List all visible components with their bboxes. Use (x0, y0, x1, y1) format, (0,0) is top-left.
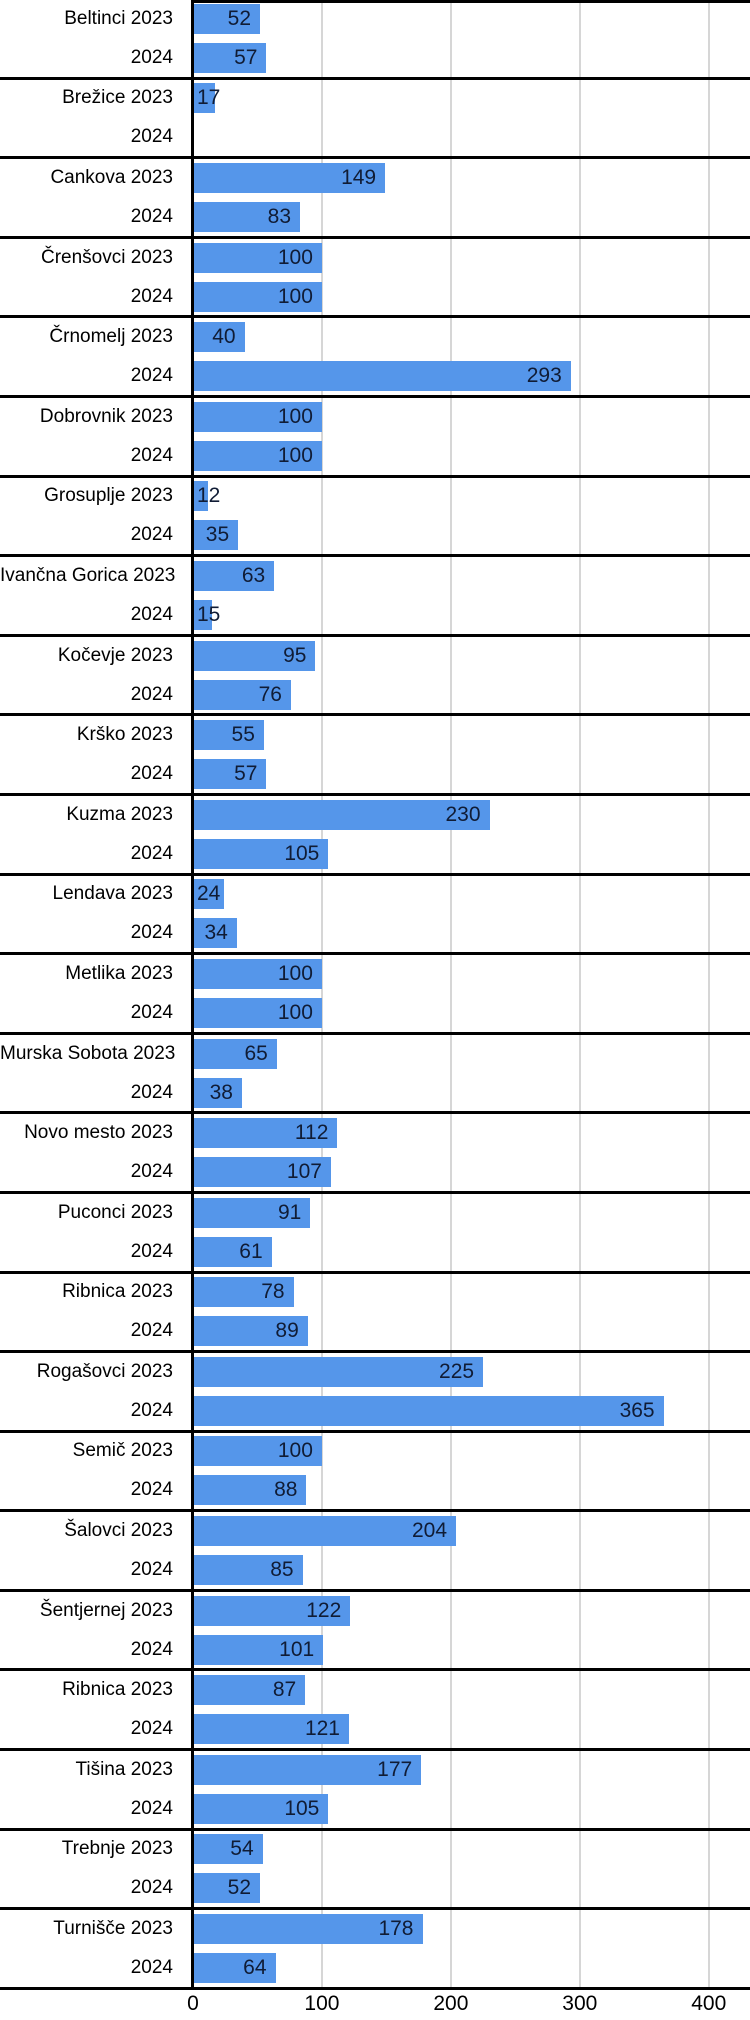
year-label: 2024 (130, 1559, 173, 1581)
bar-cell (193, 561, 750, 591)
bar-value-label: 100 (277, 245, 313, 269)
municipality-group (0, 239, 750, 319)
bar-cell (193, 1873, 750, 1903)
bar-cell (193, 1596, 750, 1626)
municipality-group (0, 318, 750, 398)
bar-cell (193, 4, 750, 34)
category-year-label: Puconci 2023 (57, 1201, 173, 1223)
category-year-label: Tišina 2023 (75, 1758, 173, 1780)
x-tick-label-200: 200 (433, 1992, 469, 2015)
x-tick-label-300: 300 (562, 1992, 598, 2015)
bar-cell (193, 122, 750, 152)
x-tick-label-0: 0 (187, 1992, 199, 2015)
bar-cell (193, 202, 750, 232)
municipality-group (0, 557, 750, 637)
bar-value-label: 178 (378, 1917, 414, 1941)
category-year-label: Ribnica 2023 (62, 1281, 173, 1303)
year-label: 2024 (130, 1161, 173, 1183)
bar-value-label: 89 (275, 1319, 299, 1343)
bar-cell (193, 759, 750, 789)
bar-value-label: 112 (294, 1121, 329, 1145)
municipality-group (0, 478, 750, 558)
bar-value-label: 64 (243, 1956, 267, 1980)
bar-cell (193, 680, 750, 710)
bar-value-label: 100 (277, 284, 313, 308)
bar-cell (193, 481, 750, 511)
bar-value-label: 63 (241, 563, 266, 587)
bar-value-label: 34 (204, 921, 228, 945)
category-year-label: Trebnje 2023 (61, 1838, 173, 1860)
category-year-label: Ribnica 2023 (62, 1679, 173, 1701)
year-label: 2024 (130, 922, 173, 944)
bar-cell (193, 83, 750, 113)
municipality-group (0, 1353, 750, 1433)
municipality-group (0, 796, 750, 876)
municipality-group (0, 1671, 750, 1751)
bar-cell (193, 1277, 750, 1307)
municipality-group (0, 1751, 750, 1831)
bar-value-label: 121 (304, 1717, 340, 1741)
year-label: 2024 (130, 46, 173, 68)
year-label: 2024 (130, 1479, 173, 1501)
bar-value-label: 83 (267, 204, 292, 228)
municipality-group (0, 1433, 750, 1513)
x-axis (0, 1990, 750, 2020)
municipality-group (0, 1114, 750, 1194)
bar-cell (193, 1316, 750, 1346)
municipality-group (0, 955, 750, 1035)
bar-cell (193, 322, 750, 352)
bar-cell (193, 1436, 750, 1466)
bar-value-label: 100 (277, 1000, 313, 1024)
bar-cell (193, 1198, 750, 1228)
municipality-group (0, 0, 750, 80)
category-year-label: Metlika 2023 (65, 962, 173, 984)
bar-value-label: 100 (277, 961, 313, 985)
category-year-label: Murska Sobota 2023 (0, 1042, 176, 1064)
x-tick-label-100: 100 (304, 1992, 340, 2015)
year-label: 2024 (130, 205, 173, 227)
bar-value-label: 55 (231, 723, 255, 747)
year-label: 2024 (130, 1240, 173, 1262)
municipality-group (0, 876, 750, 956)
category-year-label: Krško 2023 (76, 724, 173, 746)
bar-cell (193, 1039, 750, 1069)
category-year-label: Lendava 2023 (52, 883, 173, 905)
bar-value-label: 38 (209, 1080, 233, 1104)
bar-cell (193, 1357, 750, 1387)
category-year-label: Brežice 2023 (62, 87, 173, 109)
bar-cell (193, 402, 750, 432)
category-year-label: Semič 2023 (72, 1440, 173, 1462)
bar-value-label: 204 (411, 1519, 448, 1543)
bar-value-label: 177 (377, 1757, 413, 1781)
year-label: 2024 (130, 842, 173, 864)
bar-cell (193, 1078, 750, 1108)
category-year-label: Ivančna Gorica 2023 (0, 564, 176, 586)
chart-top-border (193, 0, 750, 3)
x-tick-label-400: 400 (691, 1992, 727, 2015)
bar-value-label: 17 (197, 86, 221, 110)
category-year-label: Črenšovci 2023 (40, 246, 173, 268)
category-year-label: Beltinci 2023 (64, 7, 173, 29)
bar-cell (193, 1237, 750, 1267)
bar-cell (193, 1396, 750, 1426)
bar-value-label: 61 (239, 1239, 263, 1263)
bar-cell (193, 959, 750, 989)
bar-value-label: 76 (258, 682, 282, 706)
category-year-label: Cankova 2023 (50, 166, 173, 188)
year-label: 2024 (130, 1001, 173, 1023)
bar-value-label: 52 (227, 1876, 252, 1900)
municipality-group (0, 1035, 750, 1115)
bar-value-label: 65 (244, 1041, 268, 1065)
bar-cell (193, 243, 750, 273)
bar-cell (193, 1118, 750, 1148)
category-year-label: Novo mesto 2023 (24, 1122, 173, 1144)
year-label: 2024 (130, 365, 173, 387)
bar-cell (193, 800, 750, 830)
bar-value-label: 365 (619, 1398, 655, 1422)
year-label: 2024 (130, 1957, 173, 1979)
bar-value-label: 105 (284, 841, 320, 865)
bar-cell (193, 1635, 750, 1665)
bar-value-label: 35 (205, 523, 230, 547)
bar-cell (193, 1794, 750, 1824)
year-label: 2024 (130, 1081, 173, 1103)
bar-cell (193, 1475, 750, 1505)
year-label: 2024 (130, 1797, 173, 1819)
bar-value-label: 95 (283, 643, 307, 667)
category-year-label: Rogašovci 2023 (36, 1360, 173, 1382)
bar-cell (193, 998, 750, 1028)
bar-cell (193, 1555, 750, 1585)
bar-value-label: 105 (284, 1796, 320, 1820)
bar-cell (193, 1157, 750, 1187)
year-label: 2024 (130, 1399, 173, 1421)
bar-value-label: 101 (279, 1637, 315, 1661)
bar-cell (193, 720, 750, 750)
bar-cell (193, 1755, 750, 1785)
bar-value-label: 293 (526, 364, 562, 388)
bar-cell (193, 839, 750, 869)
municipality-group (0, 159, 750, 239)
category-year-label: Kočevje 2023 (57, 644, 173, 666)
bar-value-label: 88 (274, 1478, 298, 1502)
bar-value-label: 57 (234, 762, 258, 786)
category-year-label: Šalovci 2023 (64, 1520, 173, 1542)
bar-cell (193, 361, 750, 391)
bar-cell (193, 282, 750, 312)
category-year-label: Turnišče 2023 (53, 1918, 173, 1940)
category-year-label: Dobrovnik 2023 (39, 405, 173, 427)
bar-cell (193, 1914, 750, 1944)
y-axis-line (191, 0, 194, 1990)
bar-value-label: 100 (277, 1439, 313, 1463)
year-label: 2024 (130, 1718, 173, 1740)
bar-cell (193, 641, 750, 671)
municipality-group (0, 398, 750, 478)
year-label: 2024 (130, 126, 173, 148)
bar-cell (193, 600, 750, 630)
municipality-group (0, 1194, 750, 1274)
bar-cell (193, 43, 750, 73)
category-year-label: Šentjernej 2023 (39, 1599, 173, 1621)
bar-value-label: 230 (445, 802, 481, 826)
bar-cell (193, 441, 750, 471)
bar-value-label: 91 (277, 1200, 302, 1224)
year-label: 2024 (130, 524, 173, 546)
bar-value-label: 122 (306, 1598, 342, 1622)
bar-value-label: 24 (197, 882, 221, 906)
bar-value-label: 107 (286, 1160, 322, 1184)
municipality-group (0, 1910, 750, 1990)
bar-cell (193, 879, 750, 909)
year-label: 2024 (130, 285, 173, 307)
category-year-label: Črnomelj 2023 (49, 326, 173, 348)
year-label: 2024 (130, 763, 173, 785)
bar-value-label: 225 (439, 1359, 475, 1383)
bar-cell (193, 1516, 750, 1546)
bar-cell (193, 520, 750, 550)
category-year-label: Grosuplje 2023 (44, 485, 173, 507)
year-label: 2024 (130, 1877, 173, 1899)
municipality-group (0, 1274, 750, 1354)
year-label: 2024 (130, 1638, 173, 1660)
municipality-group (0, 1592, 750, 1672)
year-label: 2024 (130, 444, 173, 466)
municipality-group (0, 1831, 750, 1911)
bar-value-label: 15 (197, 602, 221, 626)
municipality-group (0, 716, 750, 796)
bar-cell (193, 163, 750, 193)
bar-value-label: 57 (234, 45, 258, 69)
municipality-group (0, 1512, 750, 1592)
bar-cell (193, 1834, 750, 1864)
bar-value-label: 52 (227, 6, 252, 30)
bar-value-label: 85 (270, 1558, 294, 1582)
bar-cell (193, 1714, 750, 1744)
municipality-group (0, 80, 750, 160)
bar-value-label: 87 (272, 1678, 297, 1702)
year-label: 2024 (130, 603, 173, 625)
bar-value-label: 40 (212, 325, 236, 349)
category-year-label: Kuzma 2023 (66, 803, 173, 825)
year-label: 2024 (130, 683, 173, 705)
bar-cell (193, 1953, 750, 1983)
bar-cell (193, 1675, 750, 1705)
bar-value-label: 100 (277, 404, 313, 428)
municipality-group (0, 637, 750, 717)
bar-value-label: 78 (261, 1280, 285, 1304)
year-label: 2024 (130, 1320, 173, 1342)
bar-value-label: 12 (197, 484, 221, 508)
bar-value-label: 54 (230, 1837, 254, 1861)
bar-value-label: 149 (341, 165, 377, 189)
bar-value-label: 100 (277, 443, 313, 467)
bar-cell (193, 918, 750, 948)
